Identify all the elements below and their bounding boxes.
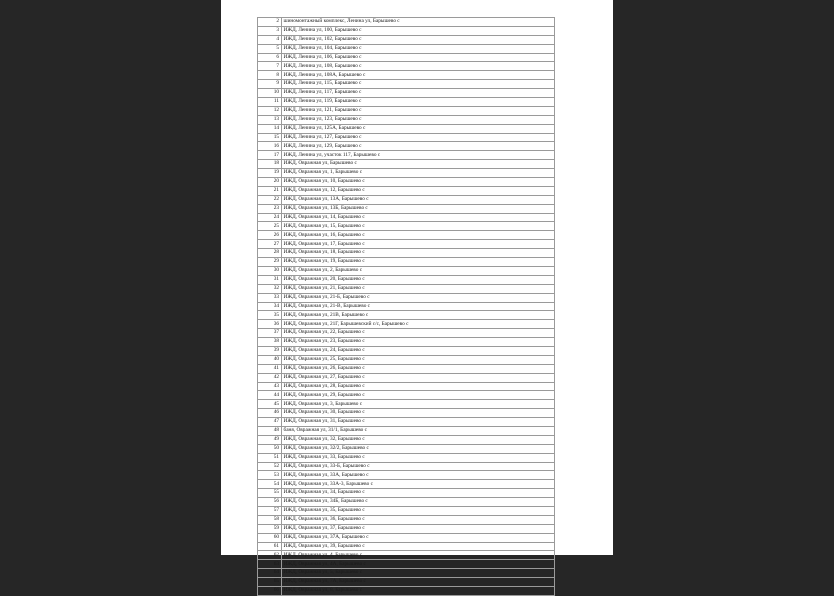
table-row [258,115,555,124]
row-number: 32 [258,284,282,293]
row-address: ИЖД, Овражная ул, 24, Барышево с [281,346,555,355]
row-address: ИЖД, Ленина ул, 123, Барышево с [281,115,555,124]
table-row [258,426,555,435]
table-row [258,89,555,98]
row-address: ИЖД, Овражная ул, 8, Барышево с [281,587,555,596]
row-number: 66 [258,587,282,596]
document-page [221,0,613,594]
row-number: 20 [258,178,282,187]
row-number: 57 [258,506,282,515]
table-row [258,329,555,338]
row-number: 9 [258,80,282,89]
table-row [258,106,555,115]
row-number: 27 [258,240,282,249]
row-address: баня, Овражная ул, 31/1, Барышево с [281,426,555,435]
table-row [258,62,555,71]
row-address: ИЖД, Овражная ул, 4А, Барышево с [281,560,555,569]
row-number: 39 [258,346,282,355]
table-row [258,195,555,204]
row-number: 41 [258,364,282,373]
table-row [258,578,555,587]
row-number: 60 [258,533,282,542]
table-row [258,249,555,258]
row-address: ИЖД, Ленина ул, 102, Барышево с [281,35,555,44]
row-number: 26 [258,231,282,240]
row-number: 7 [258,62,282,71]
table-row [258,418,555,427]
table-row [258,498,555,507]
row-address: ИЖД, Ленина ул, 108, Барышево с [281,62,555,71]
table-row [258,462,555,471]
table-row [258,80,555,89]
row-address: ИЖД, Овражная ул, 21-В, Барышево с [281,302,555,311]
table-row [258,124,555,133]
row-number: 17 [258,151,282,160]
row-number: 15 [258,133,282,142]
row-number: 11 [258,98,282,107]
row-number: 56 [258,498,282,507]
row-address: ИЖД, Ленина ул, 129, Барышево с [281,142,555,151]
row-address: ИЖД, Овражная ул, 33А-3, Барышево с [281,480,555,489]
table-row [258,18,555,27]
row-number: 37 [258,329,282,338]
row-number: 50 [258,444,282,453]
row-number: 46 [258,409,282,418]
row-address: ИЖД, Ленина ул, 108А, Барышево с [281,71,555,80]
table-row [258,409,555,418]
row-number: 58 [258,515,282,524]
row-number: 28 [258,249,282,258]
row-address: ИЖД, Овражная ул, 34, Барышево с [281,489,555,498]
row-address: ИЖД, Ленина ул, 125А, Барышево с [281,124,555,133]
row-address: ИЖД, Ленина ул, 117, Барышево с [281,89,555,98]
row-number: 6 [258,53,282,62]
table-row [258,355,555,364]
row-address: шиномонтажный комплекс, Ленина ул, Барышево с [281,18,555,27]
table-row [258,346,555,355]
table-row [258,160,555,169]
row-number: 2 [258,18,282,27]
row-number: 53 [258,471,282,480]
row-number: 52 [258,462,282,471]
row-address: ИЖД, Овражная ул, 33А, Барышево с [281,471,555,480]
table-row [258,382,555,391]
row-number: 12 [258,106,282,115]
row-address: ИЖД, Овражная ул, 2, Барышево с [281,266,555,275]
table-row [258,338,555,347]
row-address: ИЖД, Овражная ул, 21, Барышево с [281,284,555,293]
row-address: ИЖД, Овражная ул, 39, Барышево с [281,542,555,551]
table-row [258,560,555,569]
table-row [258,169,555,178]
table-row [258,293,555,302]
row-number: 45 [258,400,282,409]
row-address: ИЖД, Ленина ул, 119, Барышево с [281,98,555,107]
table-row [258,53,555,62]
row-number: 35 [258,311,282,320]
table-row [258,222,555,231]
row-number: 59 [258,524,282,533]
table-row [258,213,555,222]
row-address: ИЖД, Овражная ул, 14, Барышево с [281,213,555,222]
row-number: 30 [258,266,282,275]
row-number: 47 [258,418,282,427]
row-address: ИЖД, Овражная ул, 21Г, Барышевский с/с, Барышево с [281,320,555,329]
row-address: ИЖД, Ленина ул, 104, Барышево с [281,44,555,53]
table-row [258,444,555,453]
row-number: 36 [258,320,282,329]
row-number: 49 [258,435,282,444]
row-number: 42 [258,373,282,382]
row-address: ИЖД, Овражная ул, 4, Барышево с [281,551,555,560]
row-number: 51 [258,453,282,462]
row-address: ИЖД, Овражная ул, 37А, Барышево с [281,533,555,542]
row-address: ИЖД, Ленина ул, участок 117, Барышево с [281,151,555,160]
row-number: 34 [258,302,282,311]
row-address: ИЖД, Овражная ул, 33, Барышево с [281,453,555,462]
row-address: ИЖД, Ленина ул, 106, Барышево с [281,53,555,62]
table-row [258,471,555,480]
row-address: ИЖД, Овражная ул, 26, Барышево с [281,364,555,373]
table-row [258,302,555,311]
table-row [258,542,555,551]
row-address: ИЖД, Ленина ул, 100, Барышево с [281,26,555,35]
row-number: 19 [258,169,282,178]
row-address: ИЖД, Овражная ул, 27, Барышево с [281,373,555,382]
row-number: 48 [258,426,282,435]
table-row [258,240,555,249]
row-number: 38 [258,338,282,347]
row-address: ИЖД, Овражная ул, 32, Барышево с [281,435,555,444]
row-address: ИЖД, Овражная ул, 3, Барышево с [281,400,555,409]
row-address: ИЖД, Ленина ул, 121, Барышево с [281,106,555,115]
row-number: 29 [258,258,282,267]
row-address: ИЖД, Овражная ул, 15, Барышево с [281,222,555,231]
row-address: ИЖД, Овражная ул, 1, Барышево с [281,169,555,178]
row-address: ИЖД, Овражная ул, 34Б, Барышево с [281,498,555,507]
row-address: ИЖД, Овражная ул, 30, Барышево с [281,409,555,418]
table-row [258,373,555,382]
row-address: ИЖД, Овражная ул, 25, Барышево с [281,355,555,364]
row-address: ИЖД, Овражная ул, 37, Барышево с [281,524,555,533]
row-number: 64 [258,569,282,578]
row-address: ИЖД, Овражная ул, 32/2, Барышево с [281,444,555,453]
table-row [258,400,555,409]
row-number: 16 [258,142,282,151]
row-number: 5 [258,44,282,53]
row-address: ИЖД, Овражная ул, 20, Барышево с [281,275,555,284]
table-row [258,284,555,293]
table-row [258,44,555,53]
row-address: ИЖД, Овражная ул, 36, Барышево с [281,515,555,524]
row-number: 61 [258,542,282,551]
row-address: ИЖД, Овражная ул, 19, Барышево с [281,258,555,267]
table-row [258,515,555,524]
row-number: 22 [258,195,282,204]
row-address: ИЖД, Овражная ул, 13А, Барышево с [281,195,555,204]
table-row [258,204,555,213]
table-row [258,71,555,80]
row-number: 40 [258,355,282,364]
row-address: ИЖД, Овражная ул, 33-Б, Барышево с [281,462,555,471]
table-row [258,98,555,107]
table-row [258,186,555,195]
row-number: 55 [258,489,282,498]
table-row [258,258,555,267]
row-address: ИЖД, Овражная ул, 22, Барышево с [281,329,555,338]
table-row [258,231,555,240]
row-number: 54 [258,480,282,489]
row-address: ИЖД, Овражная ул, 29, Барышево с [281,391,555,400]
row-address: ИЖД, Овражная ул, 12, Барышево с [281,186,555,195]
table-row [258,266,555,275]
address-table [257,17,555,596]
table-row [258,178,555,187]
row-number: 43 [258,382,282,391]
table-row [258,506,555,515]
table-row [258,364,555,373]
row-number: 62 [258,551,282,560]
table-row [258,391,555,400]
table-row [258,151,555,160]
table-row [258,453,555,462]
row-address: ИЖД, Овражная ул, Барышево с [281,160,555,169]
row-number: 4 [258,35,282,44]
row-address: ИЖД, Ленина ул, 127, Барышево с [281,133,555,142]
table-row [258,524,555,533]
table-row [258,275,555,284]
row-address: ИЖД, Овражная ул, 35, Барышево с [281,506,555,515]
table-row [258,311,555,320]
row-number: 63 [258,560,282,569]
address-table-body [258,18,555,596]
table-row [258,133,555,142]
table-row [258,320,555,329]
table-row [258,587,555,596]
row-number: 44 [258,391,282,400]
table-row [258,435,555,444]
row-number: 21 [258,186,282,195]
table-row [258,480,555,489]
row-address: ИЖД, Овражная ул, 10, Барышево с [281,178,555,187]
row-number: 65 [258,578,282,587]
table-row [258,533,555,542]
row-number: 18 [258,160,282,169]
row-number: 24 [258,213,282,222]
table-row [258,142,555,151]
row-address: ИЖД, Овражная ул, 28, Барышево с [281,382,555,391]
row-address: ИЖД, Ленина ул, 115, Барышево с [281,80,555,89]
row-address: ИЖД, Овражная ул, 31, Барышево с [281,418,555,427]
row-number: 23 [258,204,282,213]
row-address: ИЖД, Овражная ул, 5, Барышево с [281,569,555,578]
row-address: ИЖД, Овражная ул, 18, Барышево с [281,249,555,258]
row-address: ИЖД, Овражная ул, 7А, Барышево с [281,578,555,587]
row-address: ИЖД, Овражная ул, 13Б, Барышево с [281,204,555,213]
row-address: ИЖД, Овражная ул, 23, Барышево с [281,338,555,347]
row-number: 31 [258,275,282,284]
row-address: ИЖД, Овражная ул, 21-Б, Барышево с [281,293,555,302]
row-address: ИЖД, Овражная ул, 16, Барышево с [281,231,555,240]
row-number: 3 [258,26,282,35]
row-number: 25 [258,222,282,231]
row-number: 33 [258,293,282,302]
row-address: ИЖД, Овражная ул, 17, Барышево с [281,240,555,249]
row-number: 10 [258,89,282,98]
table-row [258,569,555,578]
row-number: 14 [258,124,282,133]
row-number: 8 [258,71,282,80]
table-row [258,489,555,498]
table-row [258,35,555,44]
table-row [258,26,555,35]
table-row [258,551,555,560]
row-number: 13 [258,115,282,124]
row-address: ИЖД, Овражная ул, 21В, Барышево с [281,311,555,320]
